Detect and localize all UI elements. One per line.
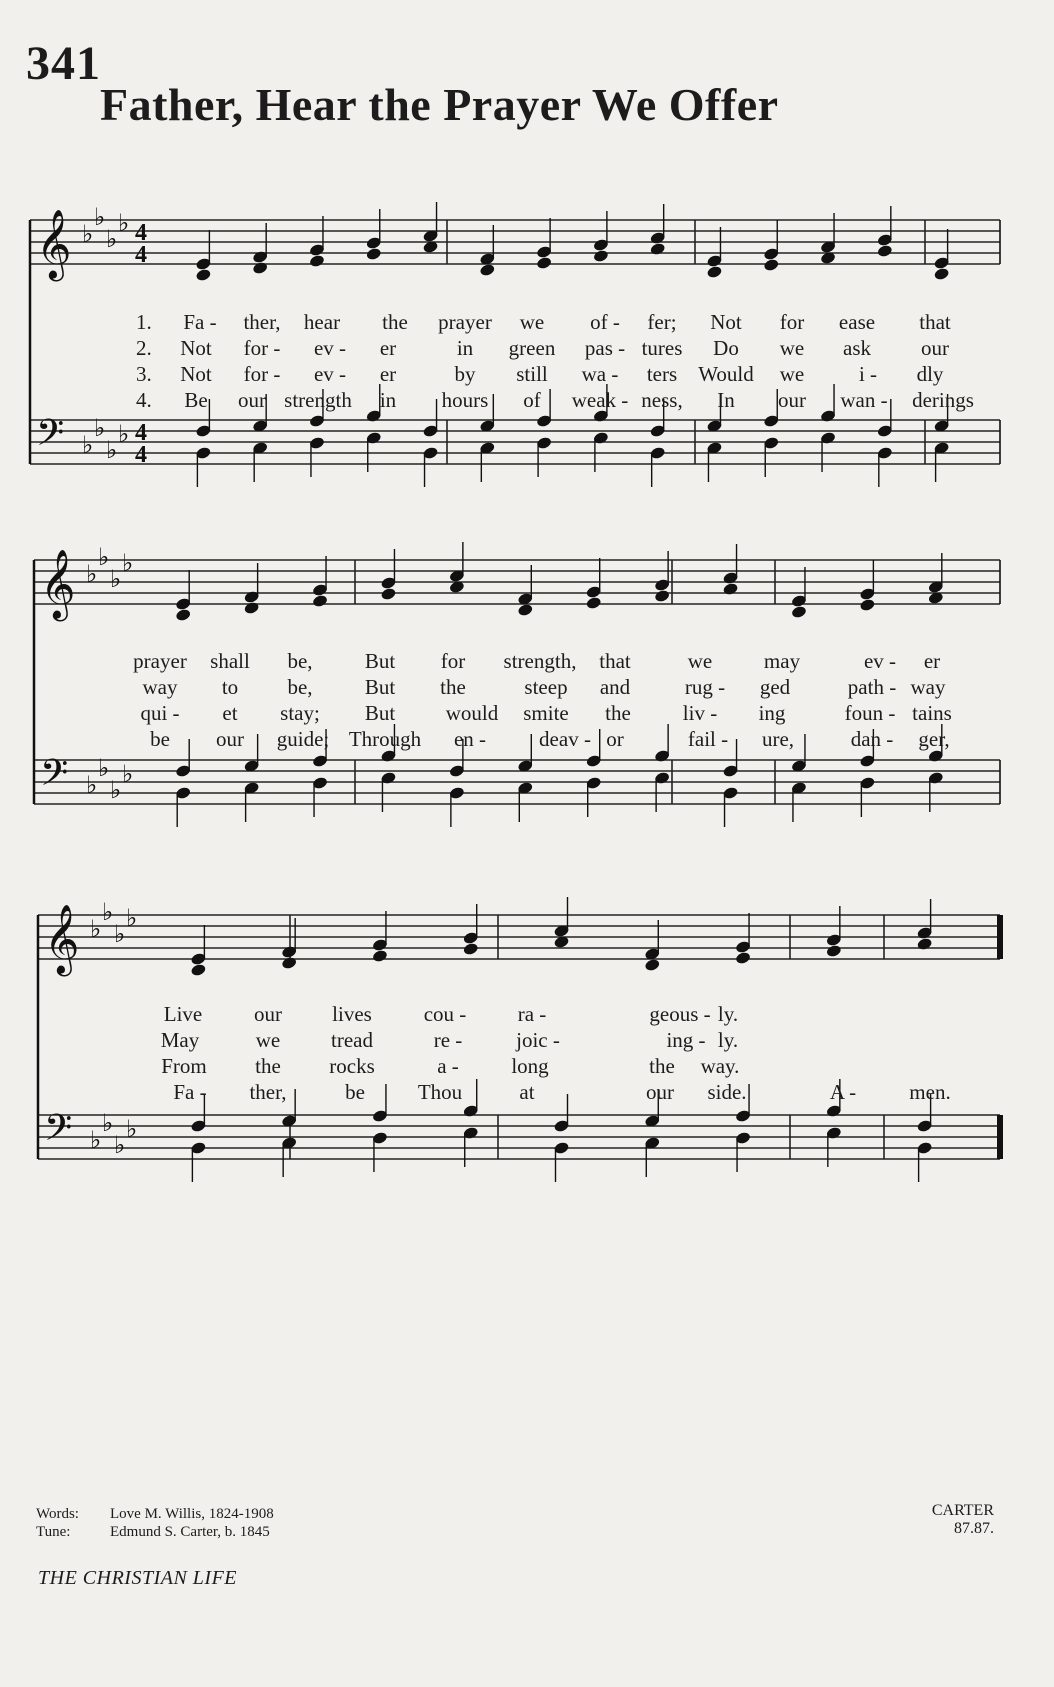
lyric-syllable: liv - (682, 701, 718, 725)
lyric-syllable: Thou (417, 1080, 463, 1104)
lyric-syllable: the (382, 310, 408, 334)
key-flat: ♭ (94, 414, 106, 442)
lyric-syllable: cou - (423, 1002, 467, 1026)
time-signature: 4 (135, 420, 147, 446)
lyric-syllable: we (687, 649, 713, 673)
note-head (190, 963, 207, 977)
lyric-syllable: In (717, 388, 735, 412)
lyric-syllable: of - (590, 310, 620, 334)
key-flat: ♭ (126, 1115, 138, 1143)
lyric-syllable: dly (916, 362, 944, 386)
meter: 87.87. (954, 1520, 994, 1537)
lyric-syllable: ly. (717, 1028, 739, 1052)
lyric-syllable: ease (838, 310, 876, 334)
treble-clef: 𝄞 (44, 904, 80, 974)
key-flat: ♭ (118, 420, 130, 448)
lyric-syllable: en - (453, 727, 487, 751)
lyric-syllable: derings (912, 388, 974, 412)
lyric-syllable: er (379, 336, 397, 360)
time-signature: 4 (135, 442, 147, 468)
note-head (585, 596, 602, 610)
lyric-syllable: steep (524, 675, 568, 699)
lyric-syllable: our (921, 336, 949, 360)
lyric-syllable: et (222, 701, 238, 725)
lyric-syllable: Not (710, 310, 742, 334)
lyric-syllable: From (161, 1054, 207, 1078)
stanza-number: 1. (136, 310, 152, 334)
lyric-syllable: lives (332, 1002, 372, 1026)
lyric-syllable: stay; (280, 701, 320, 725)
note-head (309, 254, 326, 268)
lyric-syllable: way (910, 675, 946, 699)
lyric-syllable: side. (707, 1080, 747, 1104)
lyric-syllable: in (379, 388, 397, 412)
lyric-syllable: way (142, 675, 178, 699)
lyric-syllable: shall (210, 649, 250, 673)
lyric-syllable: A - (829, 1080, 857, 1104)
note-head (243, 601, 260, 615)
lyric-syllable: ters (646, 362, 678, 386)
lyric-syllable: tures (641, 336, 683, 360)
verse-line (0, 1054, 1054, 1080)
note-head (593, 249, 610, 263)
lyric-syllable: dan - (850, 727, 894, 751)
lyric-syllable: prayer (438, 310, 492, 334)
key-flat: ♭ (98, 543, 110, 571)
note-head (791, 605, 808, 619)
tune-info (932, 1502, 994, 1538)
lyric-syllable: be (345, 1080, 365, 1104)
lyric-syllable: strength, (503, 649, 577, 673)
bass-clef: 𝄢 (44, 1107, 73, 1158)
verse-line (0, 675, 1054, 701)
note-head (372, 949, 389, 963)
lyric-syllable: hours (441, 388, 489, 412)
lyric-syllable: prayer (133, 649, 187, 673)
key-flat: ♭ (102, 898, 114, 926)
lyric-syllable: ly. (717, 1002, 739, 1026)
lyric-syllable: er (379, 362, 397, 386)
lyric-syllable: our (216, 727, 244, 751)
bass-clef: 𝄢 (36, 412, 65, 463)
note-head (536, 256, 553, 270)
treble-clef: 𝄞 (40, 549, 76, 619)
key-flat: ♭ (114, 920, 126, 948)
note-head (859, 598, 876, 612)
note-head (195, 268, 212, 282)
lyric-syllable: geous - (649, 1002, 711, 1026)
lyric-syllable: way. (700, 1054, 740, 1078)
lyric-syllable: we (779, 362, 805, 386)
stanza-number: 4. (136, 388, 152, 412)
verse-line (0, 388, 1054, 414)
lyric-syllable: we (519, 310, 545, 334)
lyric-syllable: Through (348, 727, 422, 751)
key-flat: ♭ (118, 209, 130, 237)
lyric-syllable: Would (698, 362, 754, 386)
lyrics-system-3 (0, 1002, 1054, 1106)
hymn-number: 341 (26, 37, 101, 90)
lyric-syllable: ing - (666, 1028, 706, 1052)
key-flat: ♭ (110, 776, 122, 804)
note-head (281, 956, 298, 970)
lyric-syllable: we (255, 1028, 281, 1052)
key-flat: ♭ (90, 915, 102, 943)
lyric-syllable: fail - (687, 727, 729, 751)
key-flat: ♭ (86, 771, 98, 799)
lyric-syllable: ged (759, 675, 791, 699)
stanza-number: 2. (136, 336, 152, 360)
lyric-syllable: for - (243, 362, 281, 386)
lyric-syllable: in (456, 336, 474, 360)
lyric-syllable: at (519, 1080, 535, 1104)
lyric-syllable: the (255, 1054, 281, 1078)
lyric-syllable: Fa - (183, 310, 217, 334)
note-head (175, 608, 192, 622)
lyric-syllable: Not (180, 362, 212, 386)
lyric-syllable: or (606, 727, 624, 751)
lyric-syllable: weak - (571, 388, 629, 412)
lyric-syllable: wa - (581, 362, 619, 386)
lyric-syllable: our (646, 1080, 674, 1104)
lyric-syllable: ask (843, 336, 871, 360)
lyrics-system-2 (0, 649, 1054, 753)
lyric-syllable: ra - (517, 1002, 547, 1026)
lyric-syllable: be (150, 727, 170, 751)
key-flat: ♭ (98, 754, 110, 782)
lyric-syllable: the (649, 1054, 675, 1078)
lyric-syllable: and (599, 675, 631, 699)
stanza-number: 3. (136, 362, 152, 386)
note-head (735, 951, 752, 965)
lyric-syllable: green (508, 336, 556, 360)
verse-line (0, 336, 1054, 362)
lyric-syllable: for (779, 310, 805, 334)
lyric-syllable: path - (847, 675, 897, 699)
words-credit: Words: Love M. Willis, 1824-1908 (36, 1506, 274, 1522)
tune-credit: Tune: Edmund S. Carter, b. 1845 (36, 1524, 270, 1540)
lyric-syllable: ther, (243, 310, 281, 334)
verse-line (0, 727, 1054, 753)
lyric-syllable: re - (433, 1028, 463, 1052)
lyric-syllable: that (599, 649, 631, 673)
verse-line (0, 1002, 1054, 1028)
lyric-syllable: to (221, 675, 239, 699)
lyric-syllable: the (440, 675, 466, 699)
key-flat: ♭ (86, 560, 98, 588)
verse-line (0, 1080, 1054, 1106)
lyrics-system-1 (0, 310, 1054, 414)
lyric-syllable: But (364, 675, 396, 699)
lyric-syllable: our (778, 388, 806, 412)
lyric-syllable: men. (909, 1080, 951, 1104)
lyric-syllable: joic - (516, 1028, 560, 1052)
lyric-syllable: would (445, 701, 499, 725)
lyric-syllable: er (923, 649, 941, 673)
lyric-syllable: tains (912, 701, 952, 725)
lyric-syllable: But (364, 701, 396, 725)
hymn-title: Father, Hear the Prayer We Offer (100, 79, 779, 130)
key-flat: ♭ (126, 904, 138, 932)
lyric-syllable: for (440, 649, 466, 673)
note-head (706, 265, 723, 279)
note-head (380, 587, 397, 601)
note-head (252, 261, 269, 275)
lyric-syllable: i - (858, 362, 878, 386)
note-head (916, 937, 933, 951)
key-flat: ♭ (90, 1126, 102, 1154)
lyric-syllable: guide; (276, 727, 330, 751)
lyric-syllable: we (779, 336, 805, 360)
note-head (644, 958, 661, 972)
verse-line (0, 649, 1054, 675)
note-head (649, 242, 666, 256)
bass-clef: 𝄢 (40, 752, 69, 803)
section-heading: THE CHRISTIAN LIFE (38, 1567, 237, 1589)
verse-line (0, 310, 1054, 336)
lyric-syllable: ing (758, 701, 786, 725)
lyric-syllable: pas - (584, 336, 626, 360)
note-head (365, 247, 382, 261)
key-flat: ♭ (106, 225, 118, 253)
lyric-syllable: for - (243, 336, 281, 360)
lyric-syllable: foun - (844, 701, 896, 725)
treble-clef: 𝄞 (36, 209, 72, 279)
lyric-syllable: may (763, 649, 801, 673)
time-signature: 4 (135, 220, 147, 246)
lyric-syllable: of (523, 388, 541, 412)
lyric-syllable: a - (437, 1054, 459, 1078)
lyric-syllable: our (254, 1002, 282, 1026)
lyric-syllable: ure, (761, 727, 795, 751)
lyric-syllable: long (511, 1054, 549, 1078)
lyric-syllable: smite (523, 701, 569, 725)
lyric-syllable: by (454, 362, 476, 386)
lyric-syllable: Fa - (173, 1080, 207, 1104)
attribution (36, 1505, 274, 1541)
lyric-syllable: Do (713, 336, 739, 360)
lyric-syllable: ev - (313, 362, 347, 386)
lyric-syllable: May (160, 1028, 200, 1052)
note-head (654, 589, 671, 603)
note-head (933, 267, 950, 281)
lyric-syllable: fer; (647, 310, 677, 334)
verse-line (0, 1028, 1054, 1054)
note-head (312, 594, 329, 608)
key-flat: ♭ (114, 1131, 126, 1159)
key-flat: ♭ (122, 760, 134, 788)
lyric-syllable: Be (184, 388, 208, 412)
lyric-syllable: hear (303, 310, 341, 334)
lyric-syllable: tread (331, 1028, 373, 1052)
key-flat: ♭ (102, 1109, 114, 1137)
note-head (722, 582, 739, 596)
lyric-syllable: strength (284, 388, 352, 412)
lyric-syllable: ev - (313, 336, 347, 360)
lyric-syllable: But (364, 649, 396, 673)
key-flat: ♭ (122, 549, 134, 577)
lyric-syllable: that (919, 310, 951, 334)
verse-line (0, 362, 1054, 388)
lyric-syllable: ness, (641, 388, 683, 412)
lyric-syllable: be, (287, 675, 313, 699)
note-head (826, 944, 843, 958)
lyric-syllable: be, (287, 649, 313, 673)
note-head (763, 258, 780, 272)
lyric-syllable: qui - (140, 701, 180, 725)
key-flat: ♭ (106, 436, 118, 464)
lyric-syllable: the (605, 701, 631, 725)
time-signature: 4 (135, 242, 147, 268)
lyric-syllable: Not (180, 336, 212, 360)
verse-line (0, 701, 1054, 727)
lyric-syllable: still (516, 362, 548, 386)
lyric-syllable: rug - (684, 675, 726, 699)
lyric-syllable: wan - (840, 388, 888, 412)
lyric-syllable: deav - (539, 727, 591, 751)
lyric-syllable: ther, (249, 1080, 287, 1104)
lyric-syllable: Live (163, 1002, 203, 1026)
lyric-syllable: rocks (329, 1054, 375, 1078)
lyric-syllable: ev - (863, 649, 897, 673)
note-head (462, 942, 479, 956)
lyric-syllable: ger, (918, 727, 950, 751)
note-head (877, 244, 894, 258)
key-flat: ♭ (82, 431, 94, 459)
note-head (517, 603, 534, 617)
note-head (479, 263, 496, 277)
tune-name: CARTER (931, 1502, 994, 1519)
lyric-syllable: our (238, 388, 266, 412)
key-flat: ♭ (94, 203, 106, 231)
key-flat: ♭ (110, 565, 122, 593)
key-flat: ♭ (82, 220, 94, 248)
